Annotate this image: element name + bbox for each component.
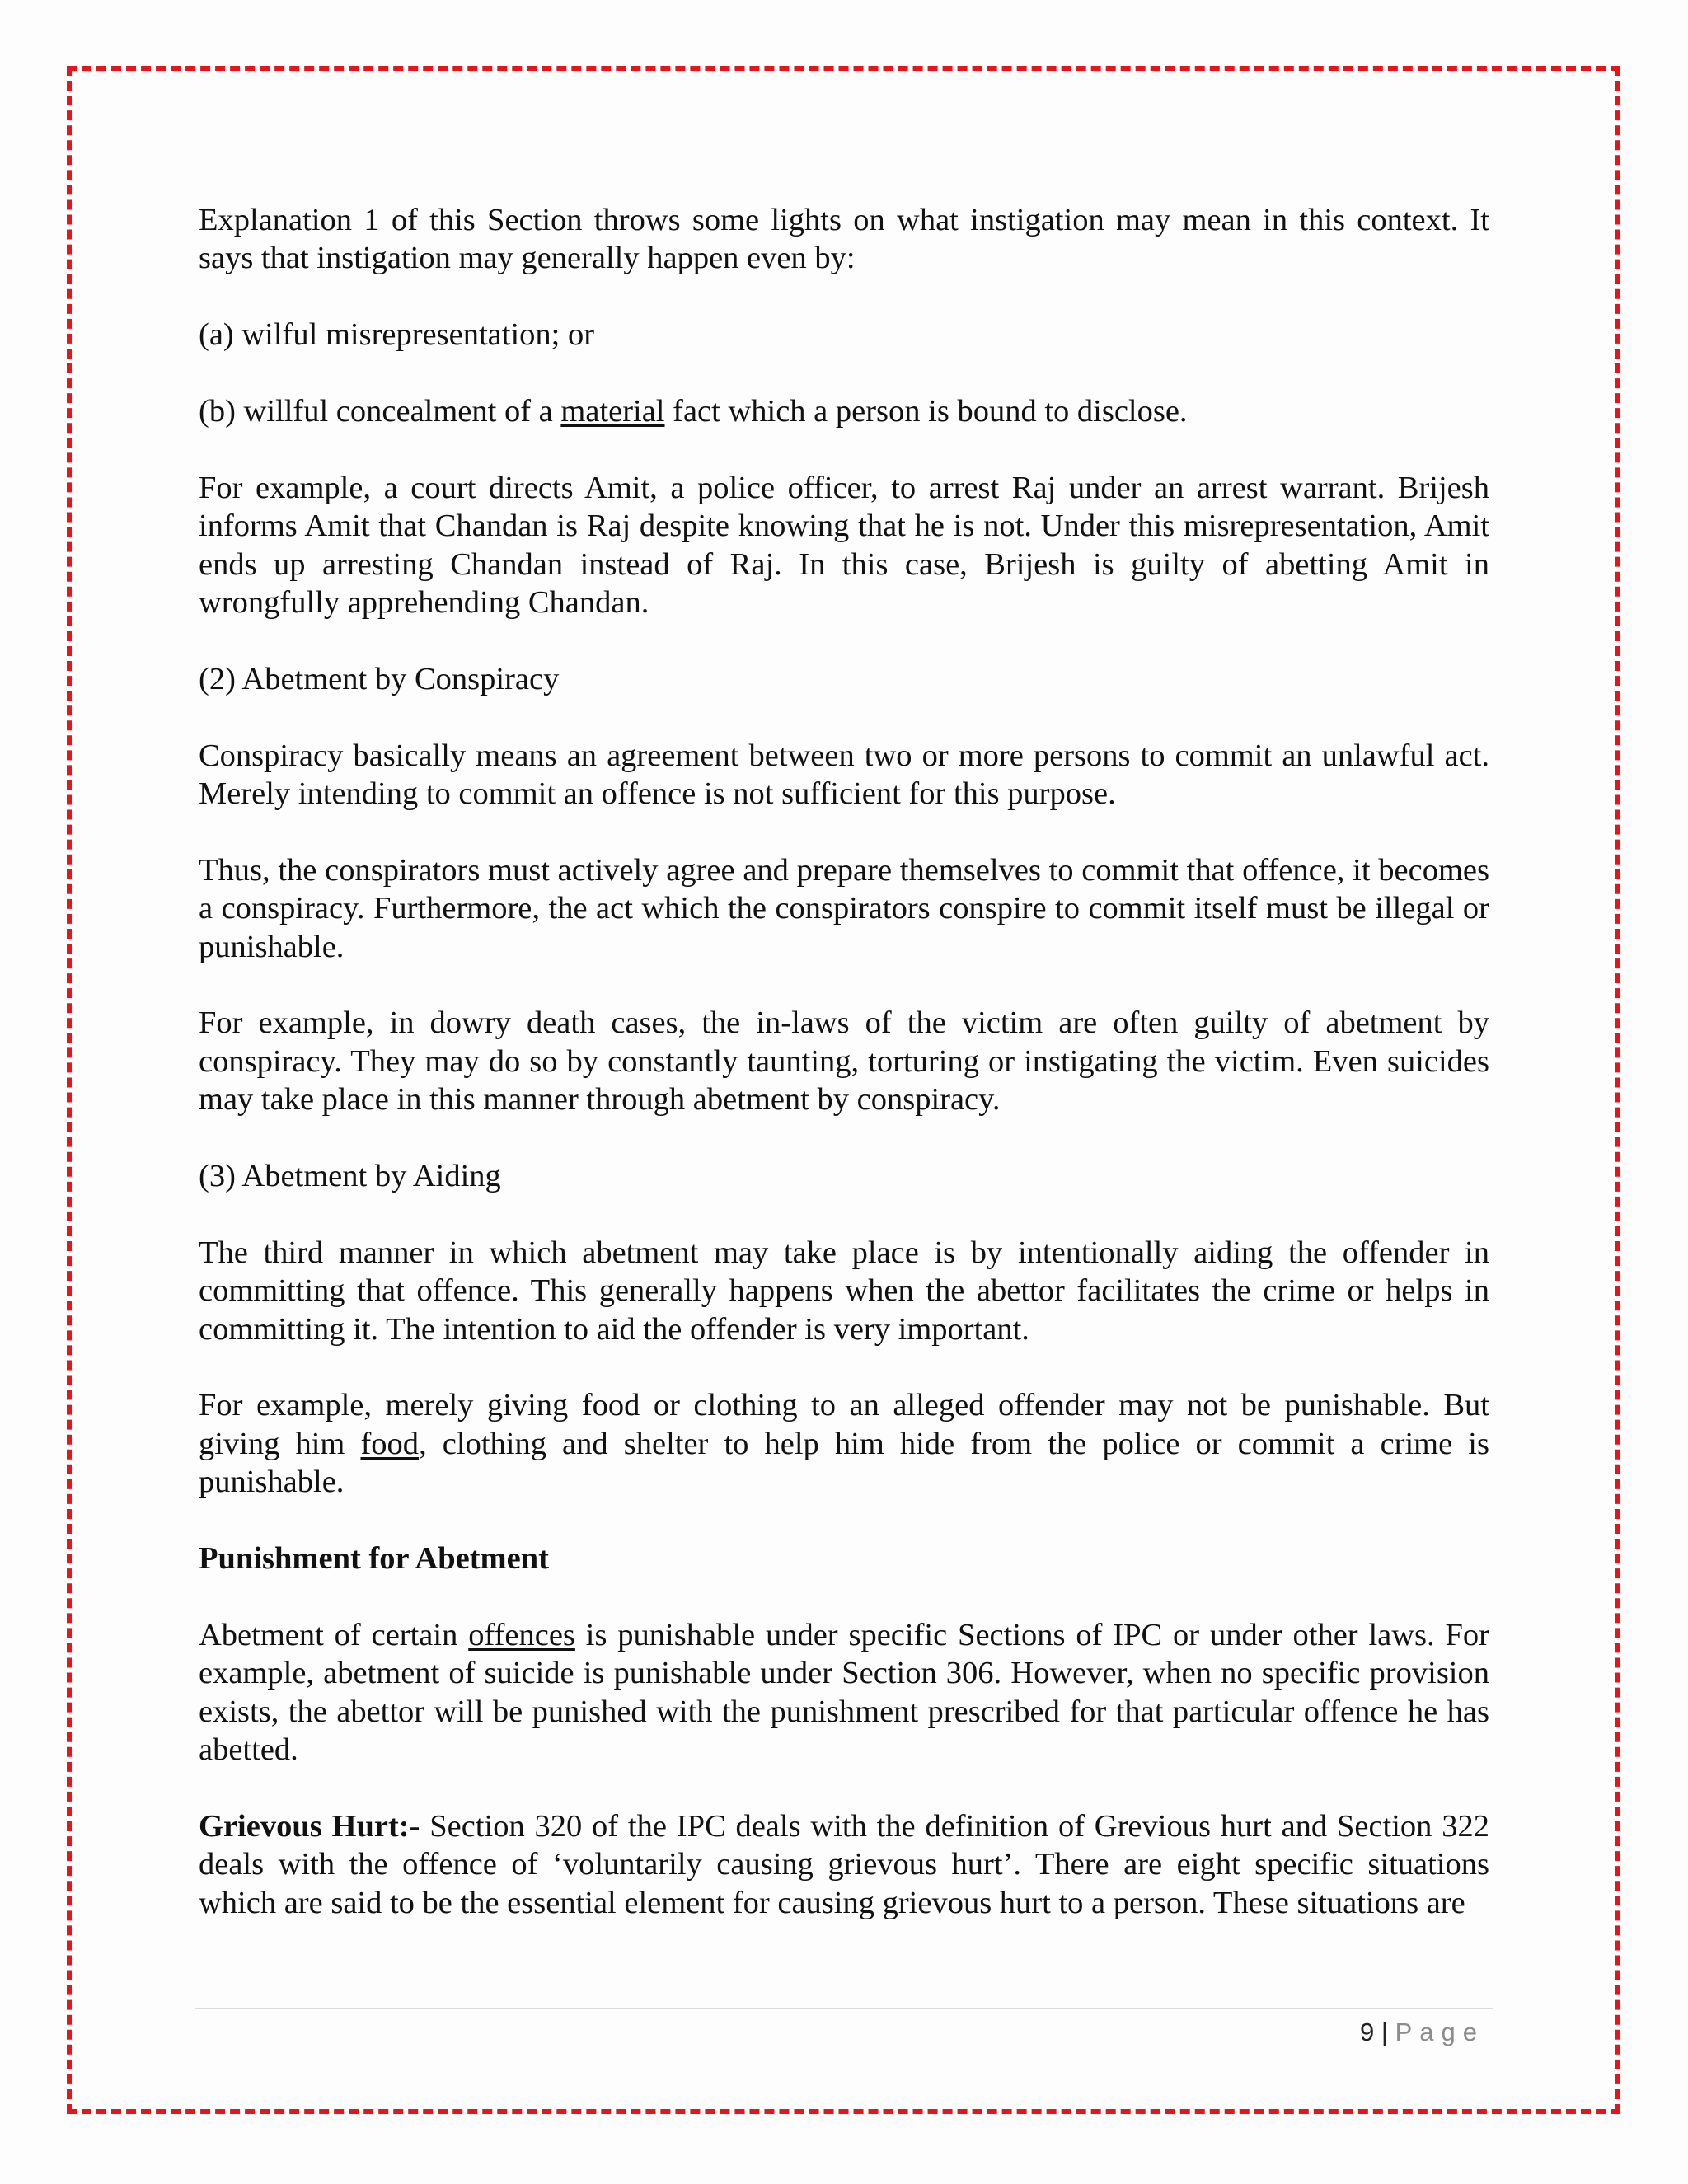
document-body — [199, 201, 1489, 1960]
page-footer — [1360, 2016, 1484, 2049]
page-label: Page — [1395, 2018, 1484, 2046]
text-segment: fact which a person is bound to disclose. — [664, 394, 1188, 429]
text-segment: (b) willful concealment of a — [199, 394, 561, 429]
paragraph-conspiracy-detail: Thus, the conspirators must actively agree and prepare themselves to commit that offence, it becomes a conspiracy. Furthermore, the act which the conspirators conspire to commit itself must be illegal or punishable. — [199, 852, 1489, 964]
paragraph-item-b — [199, 392, 1489, 430]
footer-separator: | — [1381, 2018, 1388, 2046]
paragraph-explanation: Explanation 1 of this Section throws some lights on what instigation may mean in this context. It says that instigation may generally happen even by: — [199, 203, 1489, 276]
footer-divider — [195, 2008, 1493, 2009]
text-segment: Abetment of certain — [199, 1617, 469, 1652]
heading-punishment: Punishment for Abetment — [199, 1541, 549, 1577]
paragraph-aiding-definition: The third manner in which abetment may take place is by intentionally aiding the offender in committing that offence. This generally happens when the abettor facilitates the crime or helps in committing it. The intention to aid the offender is very important. — [199, 1235, 1489, 1347]
paragraph-example-arrest: For example, a court directs Amit, a police officer, to arrest Raj under an arrest warrant. Brijesh informs Amit that Chandan is Raj despite knowing that he is not. Under this misrepresentation, Amit ends up arresting Chandan instead of Raj. In this case, Brijesh is guilty of abetting Amit in wrongfully apprehending Chandan. — [199, 470, 1489, 621]
text-segment: For example, merely giving food or clothing to an alleged offender may not be punishable. But giving him — [199, 1388, 1489, 1461]
subheading-conspiracy: (2) Abetment by Conspiracy — [199, 661, 560, 696]
paragraph-punishment — [199, 1616, 1489, 1769]
paragraph-example-food — [199, 1386, 1489, 1501]
paragraph-conspiracy-definition: Conspiracy basically means an agreement between two or more persons to commit an unlawful act. Merely intending to commit an offence is not sufficient for this purpose. — [199, 738, 1489, 812]
paragraph-grievous-hurt — [199, 1807, 1489, 1922]
text-segment: , clothing and shelter to help him hide from the police or commit a crime is punishable. — [199, 1426, 1489, 1500]
subheading-aiding: (3) Abetment by Aiding — [199, 1159, 501, 1194]
text-segment: Section 320 of the IPC deals with the definition of Grevious hurt and Section 322 deals with the offence of ‘voluntarily causing grievous hurt’. There are eight specific situations which are said to be the essential element for causing grievous hurt to a person. These situations are — [199, 1808, 1489, 1920]
link-offences[interactable]: offences — [468, 1617, 575, 1652]
text-segment: is punishable under specific Sections of IPC or under other laws. For example, abetment of suicide is punishable under Section 306. However, when no specific provision exists, the abettor will be punished with the punishment prescribed for that particular offence he has abetted. — [199, 1617, 1490, 1768]
link-food[interactable]: food — [360, 1426, 420, 1461]
page-number: 9 — [1360, 2018, 1375, 2046]
paragraph-example-dowry: For example, in dowry death cases, the in-laws of the victim are often guilty of abetment by conspiracy. They may do so by constantly taunting, torturing or instigating the victim. Even suicides may take place in this manner through abetment by conspiracy. — [199, 1005, 1489, 1118]
link-material[interactable]: material — [560, 394, 665, 429]
grievous-hurt-label: Grievous Hurt:- — [199, 1808, 420, 1844]
paragraph-item-a: (a) wilful misrepresentation; or — [199, 317, 595, 353]
